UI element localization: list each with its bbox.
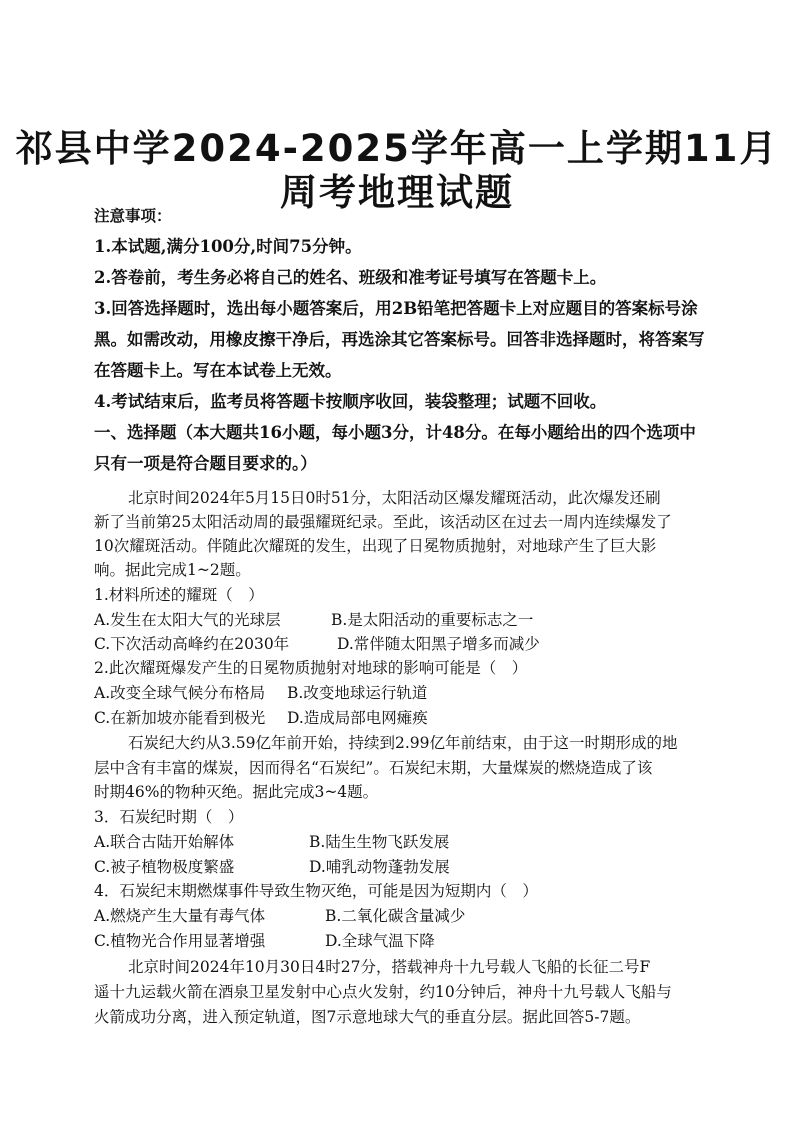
notice-heading: 注意事项： [94,206,172,225]
q2-option-b: B.改变地球运行轨道 [287,684,428,702]
page-subtitle: 周考地理试题 [280,171,514,214]
passage-1-line: 10次耀斑活动。伴随此次耀斑的发生，出现了日冕物质抛射，对地球产生了巨大影 [94,537,657,555]
q2-option-c: C.在新加坡亦能看到极光 [94,709,266,727]
q2-option-a: A.改变全球气候分布格局 [94,684,266,702]
q1-option-b: B.是太阳活动的重要标志之一 [331,611,534,629]
notice-item-3-cont2: 在答题卡上。写在本试卷上无效。 [94,361,342,380]
section-heading-cont: 只有一项是符合题目要求的。） [94,454,317,473]
q3-option-d: D.哺乳动物蓬勃发展 [309,858,450,876]
passage-2-line: 石炭纪大约从3.59亿年前开始，持续到2.99亿年前结束，由于这一时期形成的地 [128,734,678,752]
notice-item-2: 2.答卷前，考生务必将自己的姓名、班级和准考证号填写在答题卡上。 [94,268,607,287]
notice-item-3: 3.回答选择题时，选出每小题答案后，用2B铅笔把答题卡上对应题目的答案标号涂 [94,299,698,318]
q3-stem: 3．石炭纪时期（ ） [94,808,244,826]
notice-item-3-cont: 黑。如需改动，用橡皮擦干净后，再选涂其它答案标号。回答非选择题时，将答案写 [94,330,705,349]
q1-option-c: C.下次活动高峰约在2030年 [94,635,290,653]
q4-option-b: B.二氧化碳含量减少 [325,907,466,925]
q1-option-d: D.常伴随太阳黑子增多而减少 [337,635,540,653]
q4-option-c: C.植物光合作用显著增强 [94,932,266,950]
passage-3-line: 遥十九运载火箭在酒泉卫星发射中心点火发射，约10分钟后，神舟十九号载人飞船与 [94,983,672,1001]
notice-item-1: 1.本试题,满分100分,时间75分钟。 [94,237,362,256]
q3-option-a: A.联合古陆开始解体 [94,833,235,851]
q4-option-a: A.燃烧产生大量有毒气体 [94,907,266,925]
q4-option-d: D.全球气温下降 [325,932,435,950]
passage-1-line: 北京时间2024年5月15日0时51分，太阳活动区爆发耀斑活动，此次爆发还刷 [128,489,661,507]
page-title: 祁县中学2024-2025学年高一上学期11月 [15,127,779,170]
passage-2-line: 层中含有丰富的煤炭，因而得名“石炭纪”。石炭纪末期，大量煤炭的燃烧造成了该 [94,759,653,777]
q1-option-a: A.发生在太阳大气的光球层 [94,611,281,629]
q2-stem: 2.此次耀斑爆发产生的日冕物质抛射对地球的影响可能是（ ） [94,659,528,677]
q4-stem: 4．石炭纪末期燃煤事件导致生物灭绝，可能是因为短期内（ ） [94,882,538,900]
passage-1-line: 新了当前第25太阳活动周的最强耀斑纪录。至此，该活动区在过去一周内连续爆发了 [94,513,672,531]
q3-option-b: B.陆生生物飞跃发展 [309,833,450,851]
passage-2-line: 时期46%的物种灭绝。据此完成3~4题。 [94,783,379,801]
q1-stem: 1.材料所述的耀斑（ ） [94,586,264,604]
passage-3-line: 北京时间2024年10月30日4时27分，搭载神舟十九号载人飞船的长征二号F [128,958,651,976]
passage-3-line: 火箭成功分离，进入预定轨道，图7示意地球大气的垂直分层。据此回答5-7题。 [94,1008,641,1026]
section-heading: 一、选择题（本大题共16小题，每小题3分，计48分。在每小题给出的四个选项中 [94,423,696,442]
notice-item-4: 4.考试结束后，监考员将答题卡按顺序收回，装袋整理；试题不回收。 [94,392,607,411]
q2-option-d: D.造成局部电网瘫痪 [287,709,428,727]
q3-option-c: C.被子植物极度繁盛 [94,858,235,876]
passage-1-line: 响。据此完成1~2题。 [94,561,251,579]
